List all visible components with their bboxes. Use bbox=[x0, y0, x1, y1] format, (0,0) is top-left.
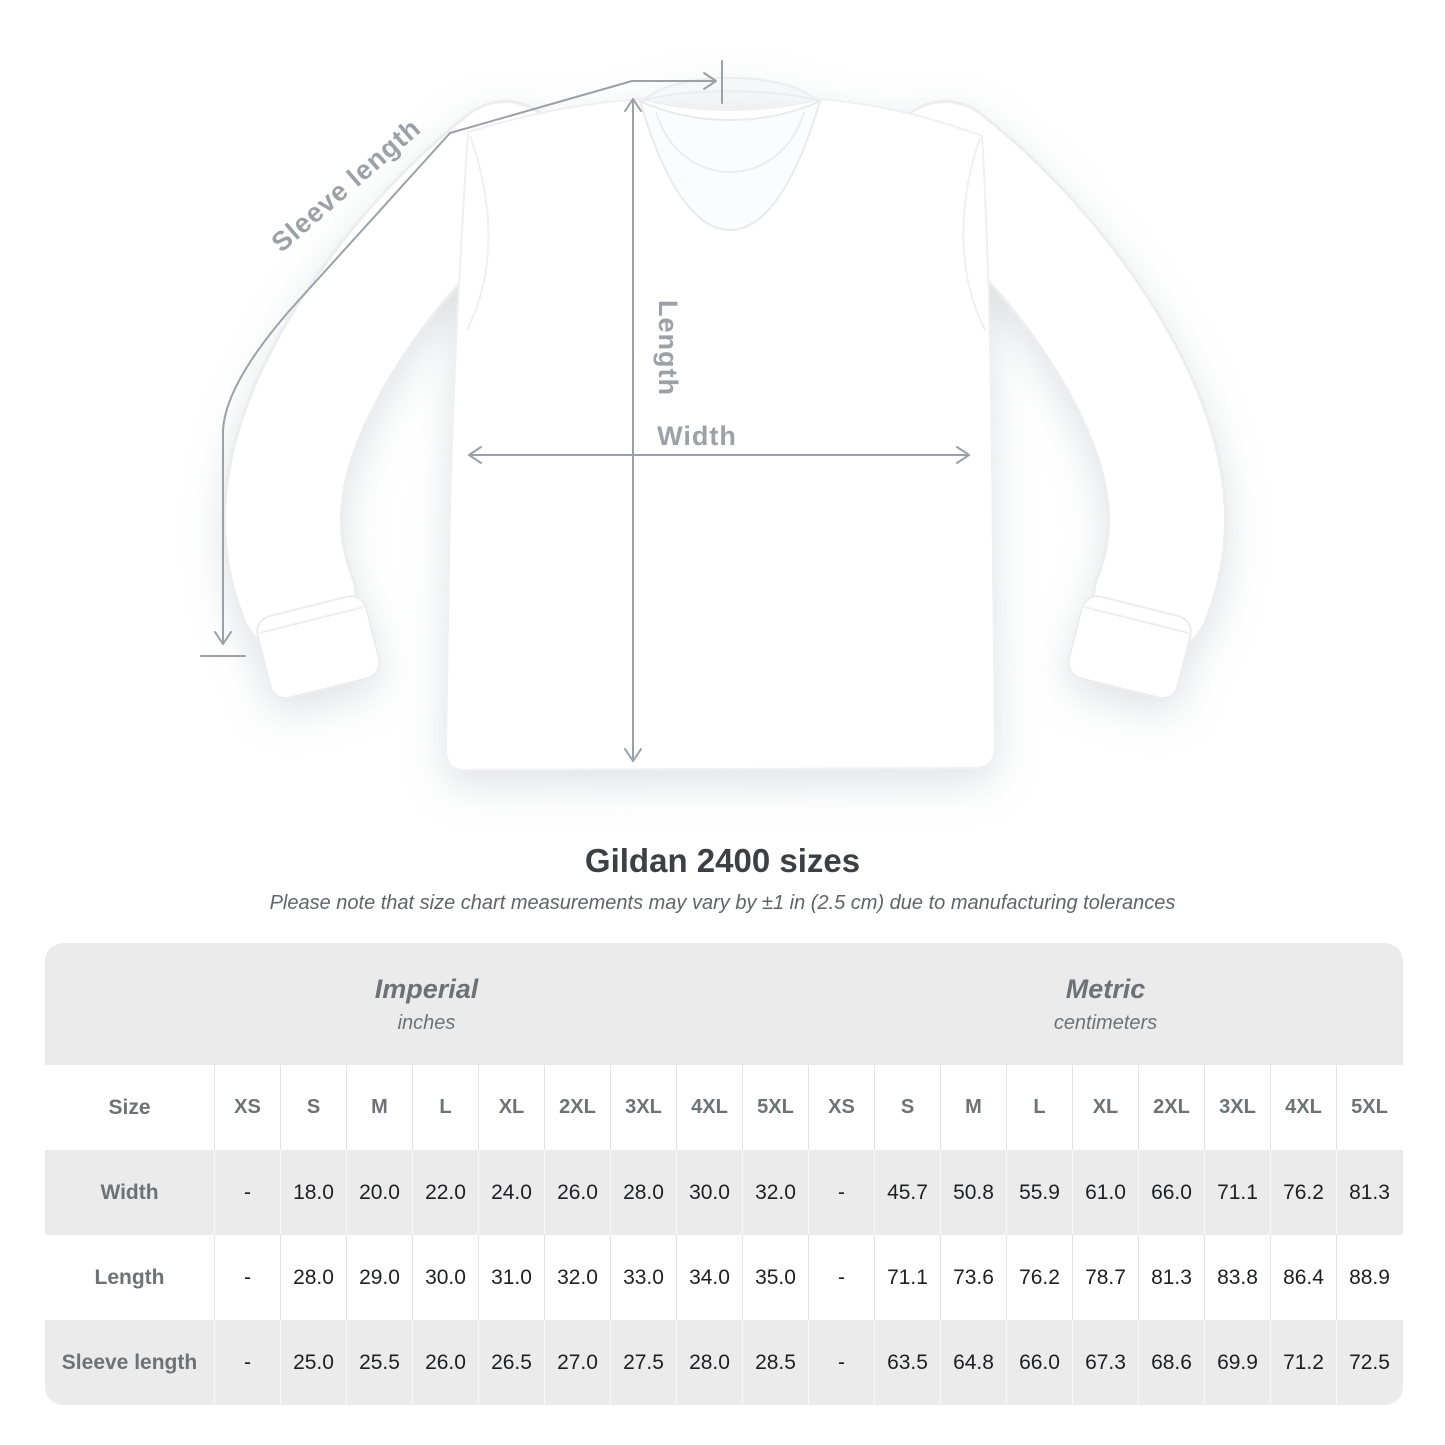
size-header-row bbox=[45, 1065, 1403, 1150]
size-header-imperial-l: L bbox=[412, 1065, 478, 1150]
value-imperial-xl: 31.0 bbox=[478, 1235, 544, 1320]
value-imperial-l: 30.0 bbox=[412, 1235, 478, 1320]
value-imperial-s: 18.0 bbox=[280, 1150, 346, 1235]
size-header-metric-m: M bbox=[940, 1065, 1006, 1150]
size-header-metric-5xl: 5XL bbox=[1336, 1065, 1402, 1150]
value-imperial-xl: 26.5 bbox=[478, 1320, 544, 1405]
value-imperial-m: 25.5 bbox=[346, 1320, 412, 1405]
value-imperial-3xl: 33.0 bbox=[610, 1235, 676, 1320]
value-metric-4xl: 86.4 bbox=[1270, 1235, 1336, 1320]
value-imperial-3xl: 27.5 bbox=[610, 1320, 676, 1405]
value-imperial-2xl: 26.0 bbox=[544, 1150, 610, 1235]
value-metric-5xl: 88.9 bbox=[1336, 1235, 1402, 1320]
value-metric-3xl: 71.1 bbox=[1204, 1150, 1270, 1235]
size-header-metric-s: S bbox=[874, 1065, 940, 1150]
value-imperial-xs: - bbox=[214, 1320, 280, 1405]
value-imperial-5xl: 28.5 bbox=[742, 1320, 808, 1405]
metric-unit: centimeters bbox=[1053, 1011, 1158, 1034]
sleeve-length-label: Sleeve length bbox=[265, 112, 427, 258]
value-imperial-xs: - bbox=[214, 1235, 280, 1320]
value-metric-s: 71.1 bbox=[874, 1235, 940, 1320]
value-imperial-5xl: 35.0 bbox=[742, 1235, 808, 1320]
value-metric-m: 50.8 bbox=[940, 1150, 1006, 1235]
width-label: Width bbox=[657, 421, 737, 451]
size-header-metric-2xl: 2XL bbox=[1138, 1065, 1204, 1150]
value-metric-xl: 61.0 bbox=[1072, 1150, 1138, 1235]
imperial-unit: inches bbox=[397, 1011, 456, 1034]
value-imperial-xl: 24.0 bbox=[478, 1150, 544, 1235]
value-imperial-5xl: 32.0 bbox=[742, 1150, 808, 1235]
value-imperial-l: 22.0 bbox=[412, 1150, 478, 1235]
value-imperial-4xl: 30.0 bbox=[676, 1150, 742, 1235]
row-label-sleeve-length: Sleeve length bbox=[61, 1350, 198, 1374]
value-metric-5xl: 72.5 bbox=[1336, 1320, 1402, 1405]
tolerance-note: Please note that size chart measurements may vary by ±1 in (2.5 cm) due to manufacturing tolerances bbox=[269, 892, 1176, 914]
size-header-imperial-2xl: 2XL bbox=[544, 1065, 610, 1150]
value-metric-l: 76.2 bbox=[1006, 1235, 1072, 1320]
table-row-width bbox=[45, 1150, 1403, 1235]
value-metric-5xl: 81.3 bbox=[1336, 1150, 1402, 1235]
size-header-imperial-4xl: 4XL bbox=[676, 1065, 742, 1150]
value-metric-4xl: 71.2 bbox=[1270, 1320, 1336, 1405]
value-metric-xl: 78.7 bbox=[1072, 1235, 1138, 1320]
value-imperial-s: 25.0 bbox=[280, 1320, 346, 1405]
row-label-length: Length bbox=[94, 1265, 165, 1289]
table-row-sleeve-length bbox=[45, 1320, 1403, 1405]
value-metric-xs: - bbox=[808, 1150, 874, 1235]
page-title: Gildan 2400 sizes bbox=[584, 842, 861, 879]
size-header-imperial-xl: XL bbox=[478, 1065, 544, 1150]
value-metric-3xl: 83.8 bbox=[1204, 1235, 1270, 1320]
metric-label: Metric bbox=[1065, 973, 1146, 1004]
value-metric-l: 66.0 bbox=[1006, 1320, 1072, 1405]
value-metric-l: 55.9 bbox=[1006, 1150, 1072, 1235]
value-imperial-xs: - bbox=[214, 1150, 280, 1235]
value-metric-s: 45.7 bbox=[874, 1150, 940, 1235]
metric-band bbox=[808, 943, 1403, 1065]
size-header-metric-l: L bbox=[1006, 1065, 1072, 1150]
unit-band-row bbox=[45, 943, 1403, 1065]
value-metric-m: 73.6 bbox=[940, 1235, 1006, 1320]
size-column-header: Size bbox=[108, 1095, 151, 1119]
size-header-metric-3xl: 3XL bbox=[1204, 1065, 1270, 1150]
size-header-imperial-3xl: 3XL bbox=[610, 1065, 676, 1150]
value-metric-xs: - bbox=[808, 1320, 874, 1405]
value-metric-s: 63.5 bbox=[874, 1320, 940, 1405]
value-imperial-4xl: 34.0 bbox=[676, 1235, 742, 1320]
value-imperial-2xl: 27.0 bbox=[544, 1320, 610, 1405]
length-label: Length bbox=[653, 300, 683, 396]
value-metric-xs: - bbox=[808, 1235, 874, 1320]
value-imperial-l: 26.0 bbox=[412, 1320, 478, 1405]
imperial-label: Imperial bbox=[374, 973, 479, 1004]
value-imperial-s: 28.0 bbox=[280, 1235, 346, 1320]
size-header-imperial-m: M bbox=[346, 1065, 412, 1150]
imperial-band bbox=[45, 943, 808, 1065]
value-imperial-m: 29.0 bbox=[346, 1235, 412, 1320]
size-table bbox=[45, 943, 1403, 1405]
table-row-length bbox=[45, 1235, 1403, 1320]
value-metric-4xl: 76.2 bbox=[1270, 1150, 1336, 1235]
value-metric-2xl: 66.0 bbox=[1138, 1150, 1204, 1235]
row-label-width: Width bbox=[100, 1180, 159, 1204]
value-metric-2xl: 68.6 bbox=[1138, 1320, 1204, 1405]
value-imperial-3xl: 28.0 bbox=[610, 1150, 676, 1235]
size-header-metric-xs: XS bbox=[808, 1065, 874, 1150]
value-imperial-2xl: 32.0 bbox=[544, 1235, 610, 1320]
size-header-metric-4xl: 4XL bbox=[1270, 1065, 1336, 1150]
value-imperial-m: 20.0 bbox=[346, 1150, 412, 1235]
size-header-imperial-s: S bbox=[280, 1065, 346, 1150]
size-header-imperial-xs: XS bbox=[214, 1065, 280, 1150]
value-metric-3xl: 69.9 bbox=[1204, 1320, 1270, 1405]
size-header-metric-xl: XL bbox=[1072, 1065, 1138, 1150]
value-metric-xl: 67.3 bbox=[1072, 1320, 1138, 1405]
size-header-imperial-5xl: 5XL bbox=[742, 1065, 808, 1150]
value-metric-2xl: 81.3 bbox=[1138, 1235, 1204, 1320]
value-metric-m: 64.8 bbox=[940, 1320, 1006, 1405]
value-imperial-4xl: 28.0 bbox=[676, 1320, 742, 1405]
